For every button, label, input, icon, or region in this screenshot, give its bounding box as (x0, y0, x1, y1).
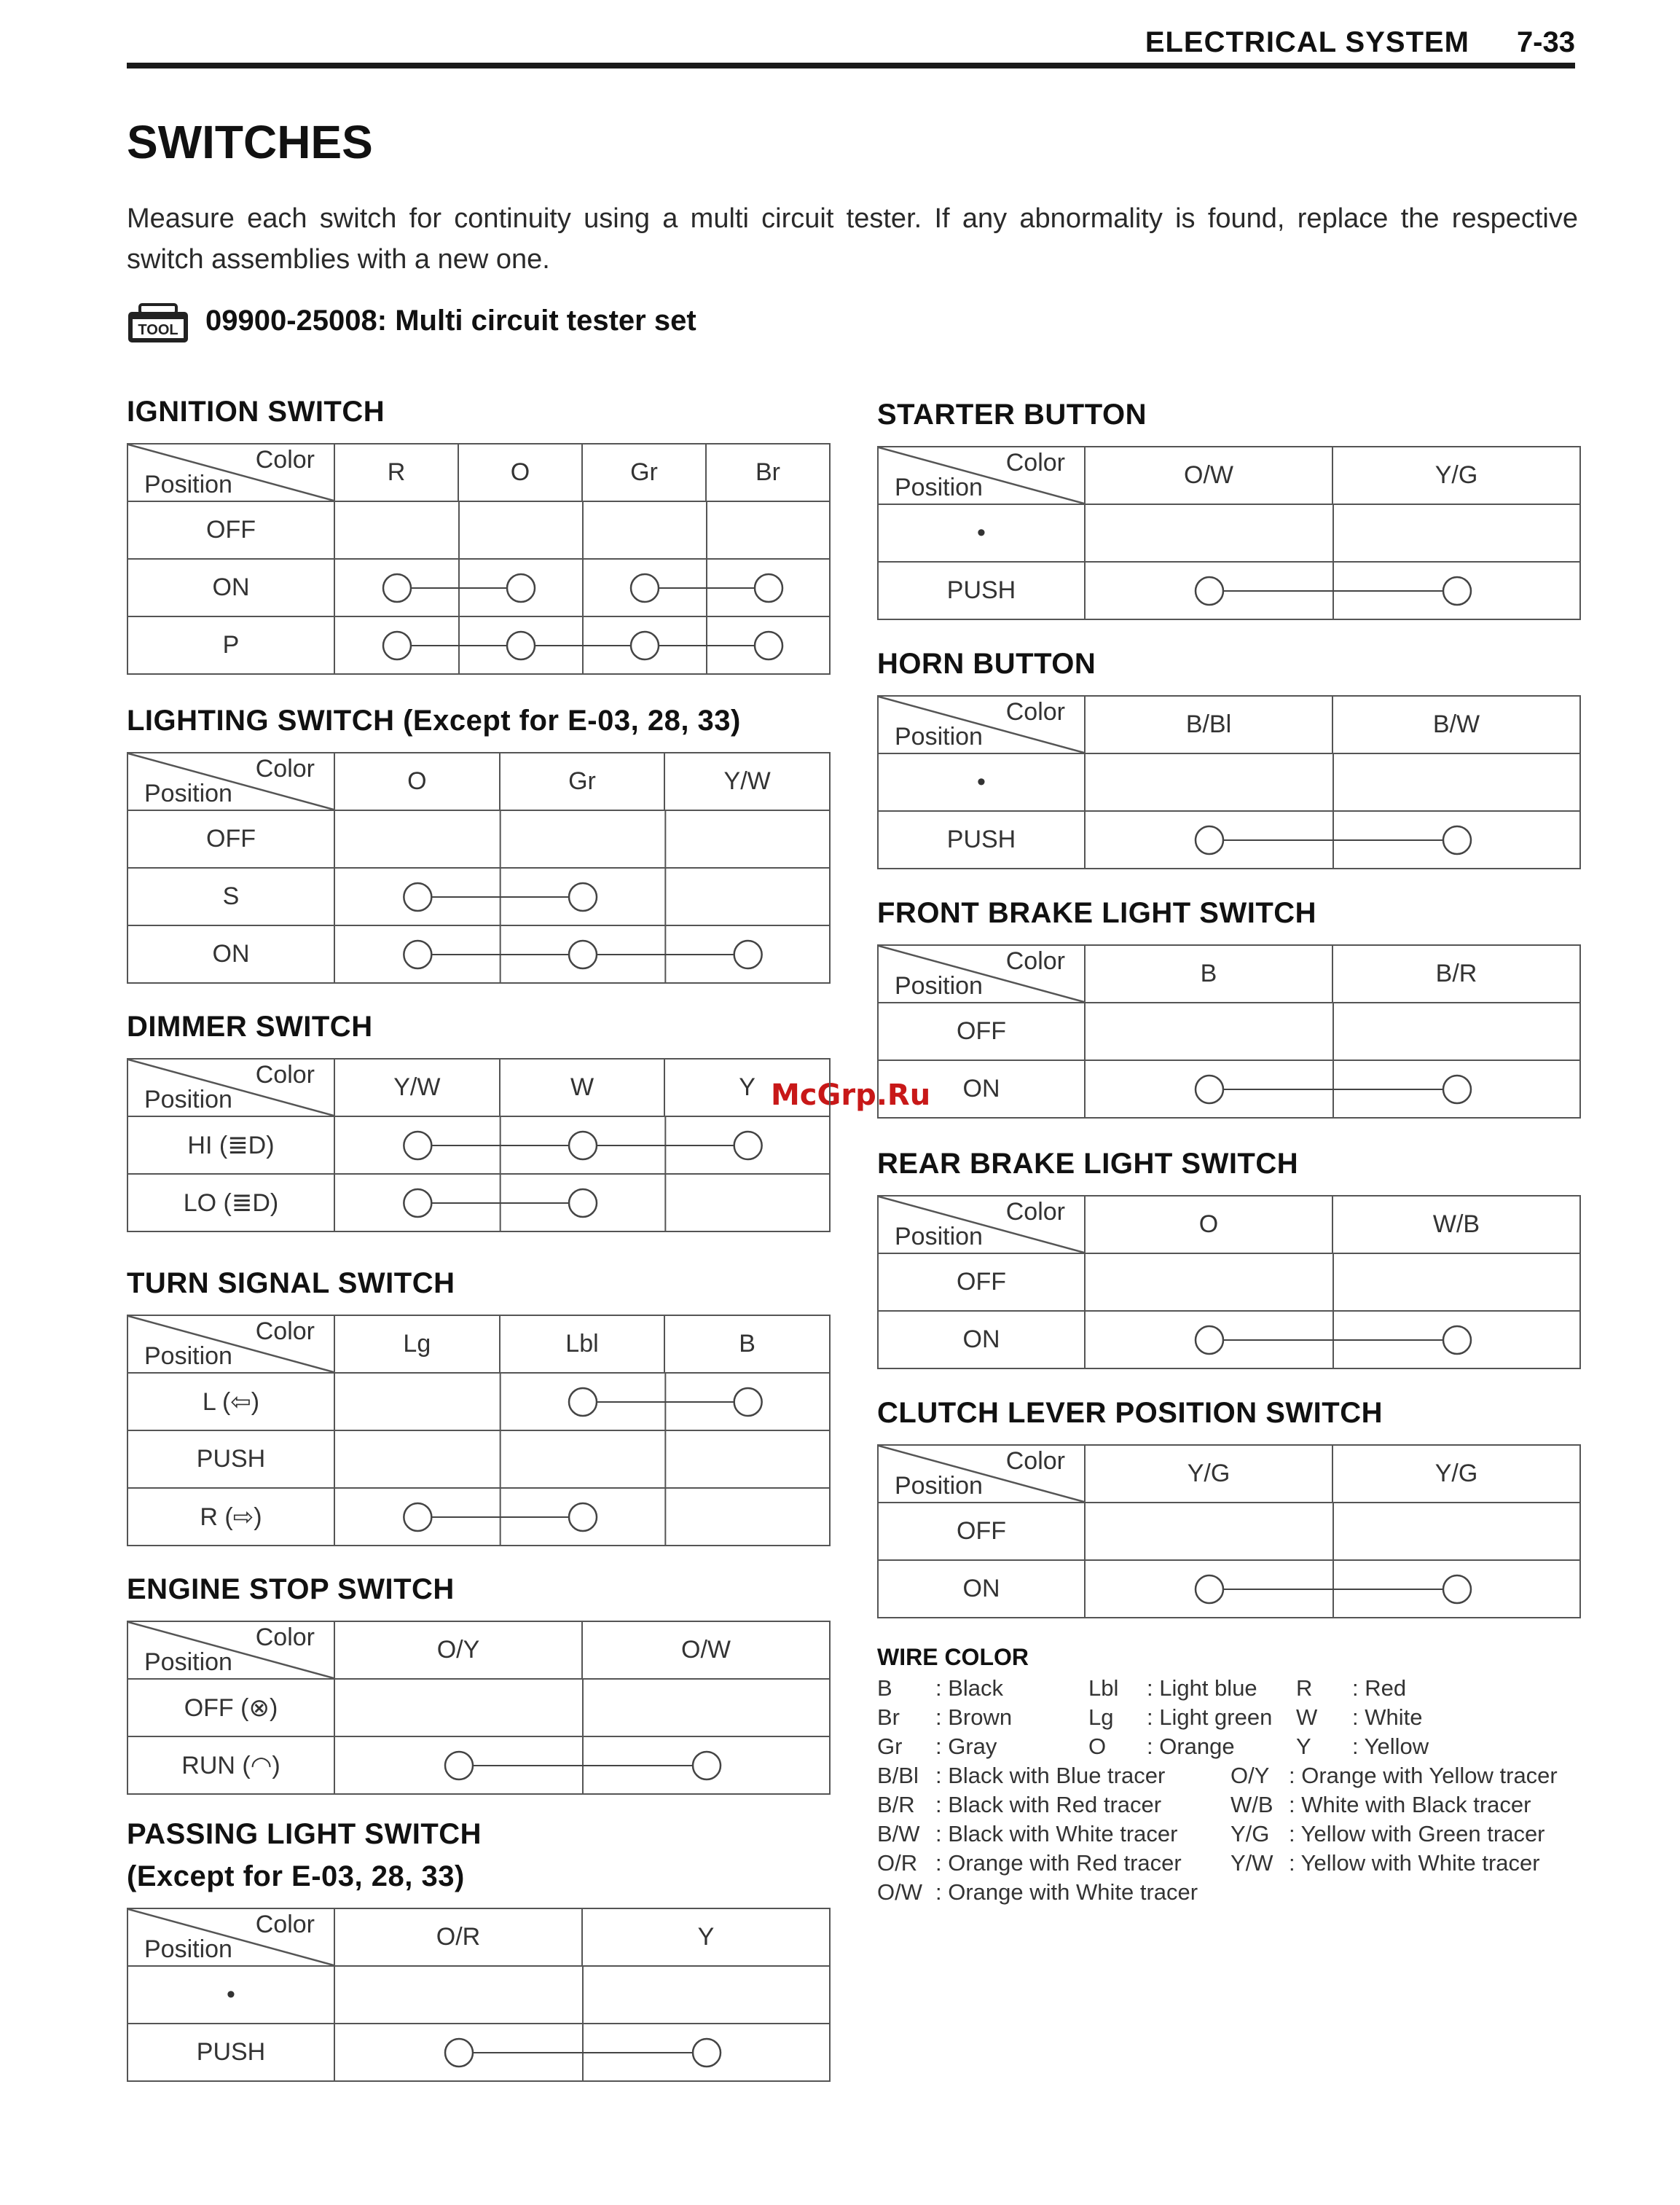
color-position-header (878, 945, 1085, 1003)
frontbrake-title: FRONT BRAKE LIGHT SWITCH (877, 897, 1317, 929)
continuity-terminal (445, 2039, 473, 2067)
page-title: SWITCHES (127, 116, 373, 168)
horn-switch-section (877, 643, 1579, 869)
wire-color-header: B/W (1332, 696, 1580, 753)
position-label-cell: PUSH (878, 811, 1085, 869)
horn-continuity-table (877, 695, 1581, 869)
wire-color-code: Lbl (1088, 1675, 1119, 1701)
continuity-diagram (335, 1374, 829, 1430)
engine-title: ENGINE STOP SWITCH (127, 1573, 455, 1605)
continuity-diagram (1086, 1312, 1579, 1368)
wire-color-code: B/W (877, 1821, 920, 1846)
color-label: Color (1005, 698, 1065, 726)
engine-switch-section (127, 1568, 829, 1795)
continuity-cell (334, 1116, 830, 1174)
passing-switch-section (127, 1813, 829, 2082)
position-label: Position (144, 780, 232, 807)
color-position-header (127, 1315, 334, 1373)
wire-color-description: : Orange with Yellow tracer (1289, 1763, 1558, 1788)
wire-color-row (877, 1704, 1591, 1734)
position-label-cell: ON (878, 1311, 1085, 1368)
wire-color-header: O (334, 753, 500, 810)
header-rule (127, 63, 1575, 68)
clutch-title: CLUTCH LEVER POSITION SWITCH (877, 1397, 1383, 1429)
position-label: Position (895, 723, 983, 751)
color-label: Color (255, 446, 315, 474)
continuity-cell (334, 925, 830, 983)
continuity-terminal (1196, 1326, 1223, 1354)
wire-color-description: : Orange (1147, 1734, 1235, 1759)
wire-color-code: O/R (877, 1850, 918, 1876)
continuity-terminal (569, 941, 597, 968)
color-label: Color (255, 1624, 315, 1651)
color-label: Color (255, 1317, 315, 1345)
turn-switch-section (127, 1262, 829, 1546)
wire-color-legend (877, 1644, 1591, 1908)
wire-color-header: O/Y (334, 1621, 582, 1679)
color-position-header (127, 1059, 334, 1116)
position-label-cell: ON (127, 925, 334, 983)
wire-color-row (877, 1879, 1591, 1908)
lighting-title: LIGHTING SWITCH (Except for E-03, 28, 33) (127, 705, 741, 737)
continuity-diagram (1086, 754, 1579, 810)
wire-color-header: O (458, 444, 582, 501)
dimmer-switch-section (127, 1006, 829, 1232)
continuity-cell (1085, 811, 1580, 869)
passing-title: PASSING LIGHT SWITCH (127, 1818, 482, 1850)
intro-paragraph: Measure each switch for continuity using a multi circuit tester. If any abnormality is found, replace the respective switch assemblies with a new one. (127, 203, 1578, 275)
wire-color-description: : Orange with White tracer (935, 1879, 1198, 1905)
continuity-terminal (1443, 577, 1471, 605)
dimmer-title: DIMMER SWITCH (127, 1011, 373, 1043)
rearbrake-continuity-table (877, 1195, 1581, 1369)
wire-color-header: Y/W (664, 753, 830, 810)
position-label-cell: L (⇦) (127, 1373, 334, 1430)
table-header-row (127, 1315, 830, 1373)
table-row (878, 1560, 1580, 1618)
table-header-row (878, 447, 1580, 504)
continuity-terminal (755, 632, 782, 659)
position-label-cell: OFF (878, 1253, 1085, 1311)
continuity-cell (334, 1679, 830, 1736)
continuity-diagram (335, 1431, 829, 1487)
continuity-terminal (1443, 826, 1471, 854)
continuity-terminal (383, 574, 411, 602)
continuity-diagram (1086, 563, 1579, 619)
position-label-cell: OFF (⊗) (127, 1679, 334, 1736)
table-header-row (127, 1908, 830, 1966)
wire-color-description: : Yellow (1352, 1734, 1429, 1759)
wire-color-header: Br (706, 444, 830, 501)
table-header-row (127, 753, 830, 810)
continuity-diagram (335, 926, 829, 982)
table-row (127, 501, 830, 559)
wire-color-code: O/Y (1230, 1763, 1270, 1788)
position-label: Position (144, 1086, 232, 1113)
continuity-cell (1085, 562, 1580, 619)
wire-color-row (877, 1734, 1591, 1763)
continuity-terminal (569, 1132, 597, 1159)
table-row (878, 1003, 1580, 1060)
wire-color-title: WIRE COLOR (877, 1644, 1029, 1670)
continuity-diagram (1086, 1061, 1579, 1117)
table-row (127, 810, 830, 868)
watermark: McGrp.Ru (771, 1078, 931, 1112)
dimmer-continuity-table (127, 1058, 831, 1232)
frontbrake-switch-section (877, 892, 1579, 1119)
wire-color-row (877, 1675, 1591, 1704)
table-row (878, 1253, 1580, 1311)
continuity-diagram (1086, 505, 1579, 561)
continuity-terminal (404, 883, 431, 911)
wire-color-code: W (1296, 1704, 1318, 1730)
page-header (127, 26, 1575, 68)
table-row (127, 868, 830, 925)
continuity-terminal (734, 941, 762, 968)
continuity-terminal (734, 1132, 762, 1159)
table-row (127, 2024, 830, 2081)
table-row (127, 1174, 830, 1231)
continuity-terminal (1443, 1076, 1471, 1103)
continuity-terminal (755, 574, 782, 602)
engine-continuity-table (127, 1621, 831, 1795)
position-label: Position (144, 1648, 232, 1676)
wire-color-description: : Orange with Red tracer (935, 1850, 1182, 1876)
color-label: Color (255, 1061, 315, 1089)
continuity-terminal (445, 1752, 473, 1779)
color-position-header (127, 1621, 334, 1679)
position-label: Position (144, 1935, 232, 1963)
position-label-cell: • (878, 753, 1085, 811)
continuity-terminal (383, 632, 411, 659)
color-label: Color (1005, 1447, 1065, 1475)
continuity-terminal (507, 632, 535, 659)
table-header-row (127, 1059, 830, 1116)
continuity-cell (334, 1174, 830, 1231)
wire-color-header: B (664, 1315, 830, 1373)
wire-color-description: : Gray (935, 1734, 997, 1759)
continuity-diagram (335, 2024, 829, 2080)
continuity-cell (334, 559, 830, 616)
position-label: Position (144, 1342, 232, 1370)
section-title: ELECTRICAL SYSTEM (1145, 26, 1469, 58)
continuity-terminal (1196, 1575, 1223, 1603)
table-row (127, 1430, 830, 1488)
position-label-cell: OFF (878, 1003, 1085, 1060)
continuity-cell (334, 2024, 830, 2081)
continuity-terminal (693, 2039, 721, 2067)
continuity-diagram (1086, 1003, 1579, 1060)
position-label-cell: RUN (◠) (127, 1736, 334, 1794)
position-label-cell: OFF (878, 1503, 1085, 1560)
table-row (878, 811, 1580, 869)
wire-color-header: Y/G (1332, 1445, 1580, 1503)
position-label-cell: OFF (127, 501, 334, 559)
position-label-cell: R (⇨) (127, 1488, 334, 1546)
wire-color-header: Gr (582, 444, 706, 501)
wire-color-code: B/Bl (877, 1763, 919, 1788)
continuity-diagram (335, 560, 829, 616)
color-label: Color (1005, 1198, 1065, 1226)
continuity-cell (334, 868, 830, 925)
position-label-cell: ON (878, 1560, 1085, 1618)
continuity-terminal (569, 1388, 597, 1416)
wire-color-code: Gr (877, 1734, 903, 1759)
wire-color-header: Y/G (1085, 1445, 1332, 1503)
wire-color-header: Lbl (500, 1315, 665, 1373)
wire-color-header: O/W (582, 1621, 830, 1679)
wire-color-header: Y/G (1332, 447, 1580, 504)
position-label: Position (895, 972, 983, 1000)
position-label-cell: P (127, 616, 334, 674)
table-row (878, 504, 1580, 562)
wire-color-description: : Light blue (1147, 1675, 1257, 1701)
continuity-terminal (1196, 826, 1223, 854)
continuity-cell (1085, 1311, 1580, 1368)
continuity-terminal (404, 941, 431, 968)
wire-color-description: : Light green (1147, 1704, 1273, 1730)
continuity-cell (334, 1966, 830, 2024)
table-row (127, 1116, 830, 1174)
table-header-row (878, 696, 1580, 753)
wire-color-description: : Black (935, 1675, 1004, 1701)
color-position-header (878, 447, 1085, 504)
position-label-cell: ON (127, 559, 334, 616)
color-position-header (127, 753, 334, 810)
continuity-diagram (1086, 1503, 1579, 1559)
table-row (878, 1503, 1580, 1560)
color-position-header (127, 444, 334, 501)
continuity-terminal (404, 1189, 431, 1217)
table-row (878, 1311, 1580, 1368)
wire-color-description: : Brown (935, 1704, 1013, 1730)
table-row (127, 1736, 830, 1794)
wire-color-code: Y (1296, 1734, 1311, 1759)
continuity-terminal (1443, 1575, 1471, 1603)
rearbrake-switch-section (877, 1143, 1579, 1369)
wire-color-header: B/Bl (1085, 696, 1332, 753)
page-number: 7-33 (1516, 26, 1575, 58)
continuity-diagram (335, 617, 829, 673)
continuity-terminal (693, 1752, 721, 1779)
continuity-diagram (1086, 1561, 1579, 1617)
starter-title: STARTER BUTTON (877, 399, 1147, 431)
continuity-diagram (335, 811, 829, 867)
color-position-header (878, 1196, 1085, 1253)
continuity-cell (1085, 1003, 1580, 1060)
continuity-cell (334, 1488, 830, 1546)
table-header-row (878, 1196, 1580, 1253)
continuity-cell (334, 1736, 830, 1794)
continuity-cell (334, 616, 830, 674)
wire-color-row (877, 1792, 1591, 1821)
wire-color-description: : Red (1352, 1675, 1407, 1701)
toolbox-icon (127, 303, 189, 344)
wire-color-code: Y/W (1230, 1850, 1273, 1876)
wire-color-code: Lg (1088, 1704, 1114, 1730)
wire-color-header: O (1085, 1196, 1332, 1253)
position-label-cell: LO (≣D) (127, 1174, 334, 1231)
position-label: Position (144, 471, 232, 498)
frontbrake-continuity-table (877, 944, 1581, 1119)
wire-color-header: Gr (500, 753, 665, 810)
turn-title: TURN SIGNAL SWITCH (127, 1267, 455, 1299)
wire-color-header: Lg (334, 1315, 500, 1373)
continuity-diagram (335, 1489, 829, 1545)
table-header-row (878, 945, 1580, 1003)
continuity-terminal (631, 574, 659, 602)
clutch-continuity-table (877, 1444, 1581, 1618)
wire-color-row (877, 1850, 1591, 1879)
continuity-terminal (404, 1503, 431, 1531)
continuity-terminal (507, 574, 535, 602)
wire-color-code: O/W (877, 1879, 922, 1905)
wire-color-code: W/B (1230, 1792, 1273, 1817)
turn-continuity-table (127, 1315, 831, 1546)
wire-color-code: B (877, 1675, 892, 1701)
continuity-terminal (569, 1503, 597, 1531)
position-label: Position (895, 1472, 983, 1500)
position-label-cell: ON (878, 1060, 1085, 1118)
continuity-diagram (1086, 812, 1579, 868)
wire-color-row (877, 1821, 1591, 1850)
continuity-diagram (335, 869, 829, 925)
table-header-row (127, 1621, 830, 1679)
continuity-diagram (335, 502, 829, 558)
continuity-terminal (1196, 577, 1223, 605)
continuity-cell (1085, 1503, 1580, 1560)
table-row (878, 1060, 1580, 1118)
starter-continuity-table (877, 446, 1581, 620)
passing-continuity-table (127, 1908, 831, 2082)
wire-color-code: Br (877, 1704, 900, 1730)
wire-color-description: : Yellow with Green tracer (1289, 1821, 1545, 1846)
continuity-terminal (734, 1388, 762, 1416)
wire-color-code: O (1088, 1734, 1107, 1759)
ignition-continuity-table (127, 443, 831, 675)
continuity-diagram (335, 1967, 829, 2023)
wire-color-code: Y/G (1230, 1821, 1270, 1846)
passing-subtitle: (Except for E-03, 28, 33) (127, 1860, 465, 1892)
continuity-terminal (569, 883, 597, 911)
wire-color-header: B/R (1332, 945, 1580, 1003)
tool-text: 09900-25008: Multi circuit tester set (205, 305, 696, 337)
table-row (127, 1966, 830, 2024)
position-label-cell: • (878, 504, 1085, 562)
wire-color-header: B (1085, 945, 1332, 1003)
continuity-cell (334, 1430, 830, 1488)
continuity-cell (334, 501, 830, 559)
clutch-switch-section (877, 1392, 1579, 1618)
continuity-cell (334, 810, 830, 868)
continuity-terminal (631, 632, 659, 659)
position-label-cell: PUSH (127, 1430, 334, 1488)
continuity-terminal (404, 1132, 431, 1159)
table-row (127, 559, 830, 616)
color-position-header (878, 1445, 1085, 1503)
wire-color-header: W (500, 1059, 665, 1116)
continuity-diagram (1086, 1254, 1579, 1310)
color-label: Color (1005, 947, 1065, 975)
wire-color-description: : Black with Red tracer (935, 1792, 1162, 1817)
color-position-header (878, 696, 1085, 753)
tool-icon-label: TOOL (138, 322, 178, 338)
wire-color-code: R (1296, 1675, 1313, 1701)
position-label: Position (895, 474, 983, 501)
color-position-header (127, 1908, 334, 1966)
table-row (127, 1679, 830, 1736)
position-label-cell: PUSH (878, 562, 1085, 619)
continuity-diagram (335, 1175, 829, 1231)
ignition-title: IGNITION SWITCH (127, 396, 385, 428)
color-label: Color (1005, 449, 1065, 477)
continuity-cell (1085, 1253, 1580, 1311)
position-label-cell: OFF (127, 810, 334, 868)
starter-switch-section (877, 393, 1579, 620)
wire-color-description: : White (1352, 1704, 1423, 1730)
table-row (127, 616, 830, 674)
wire-color-header: O/W (1085, 447, 1332, 504)
wire-color-row (877, 1763, 1591, 1792)
continuity-diagram (335, 1117, 829, 1173)
ignition-switch-section (127, 391, 829, 675)
table-row (127, 1488, 830, 1546)
table-row (878, 753, 1580, 811)
wire-color-header: Y (664, 1059, 830, 1116)
wire-color-header: Y (582, 1908, 830, 1966)
table-header-row (127, 444, 830, 501)
wire-color-header: W/B (1332, 1196, 1580, 1253)
position-label: Position (895, 1223, 983, 1250)
continuity-terminal (1196, 1076, 1223, 1103)
wire-color-code: B/R (877, 1792, 915, 1817)
continuity-diagram (335, 1737, 829, 1793)
continuity-cell (1085, 753, 1580, 811)
table-row (127, 1373, 830, 1430)
color-label: Color (255, 1911, 315, 1938)
table-header-row (878, 1445, 1580, 1503)
rearbrake-title: REAR BRAKE LIGHT SWITCH (877, 1148, 1299, 1180)
position-label-cell: S (127, 868, 334, 925)
wire-color-description: : Yellow with White tracer (1289, 1850, 1540, 1876)
wire-color-description: : Black with Blue tracer (935, 1763, 1166, 1788)
table-row (878, 562, 1580, 619)
horn-title: HORN BUTTON (877, 648, 1096, 680)
wire-color-header: R (334, 444, 458, 501)
wire-color-description: : Black with White tracer (935, 1821, 1178, 1846)
continuity-terminal (569, 1189, 597, 1217)
wire-color-header: Y/W (334, 1059, 500, 1116)
lighting-switch-section (127, 700, 829, 984)
wire-color-description: : White with Black tracer (1289, 1792, 1531, 1817)
continuity-cell (1085, 1060, 1580, 1118)
wire-color-header: O/R (334, 1908, 582, 1966)
continuity-cell (1085, 1560, 1580, 1618)
lighting-continuity-table (127, 752, 831, 984)
position-label-cell: • (127, 1966, 334, 2024)
position-label-cell: PUSH (127, 2024, 334, 2081)
continuity-diagram (335, 1680, 829, 1736)
continuity-cell (1085, 504, 1580, 562)
continuity-cell (334, 1373, 830, 1430)
position-label-cell: HI (≣D) (127, 1116, 334, 1174)
color-label: Color (255, 755, 315, 783)
continuity-terminal (1443, 1326, 1471, 1354)
table-row (127, 925, 830, 983)
